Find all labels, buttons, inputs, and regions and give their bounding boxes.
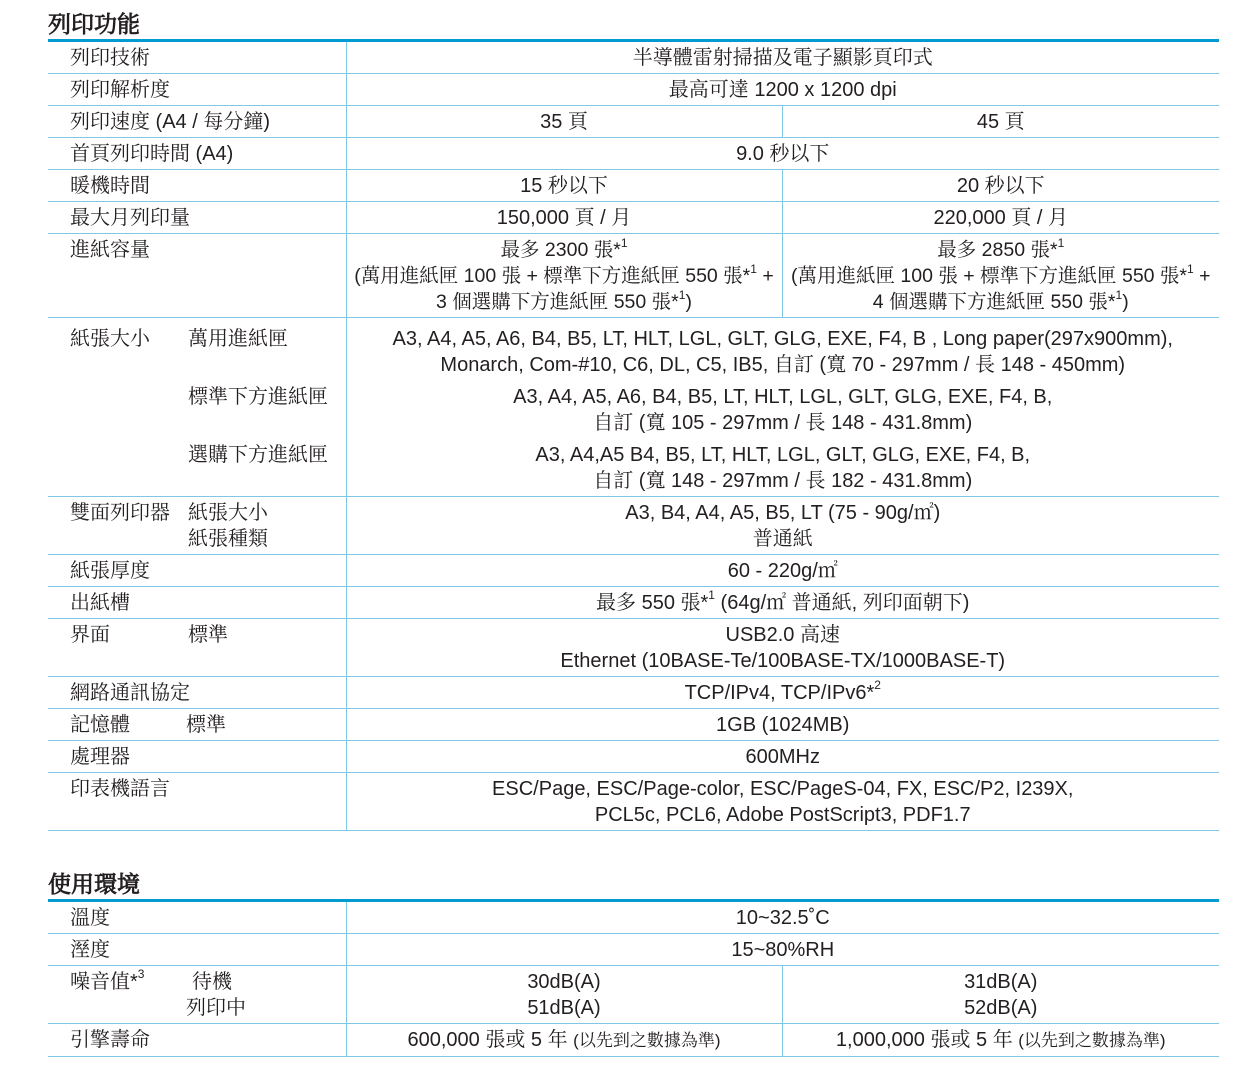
label-interface [48, 619, 346, 677]
value-warmup-b: 20 秒以下 [782, 170, 1219, 202]
row-monthly [48, 202, 1219, 234]
row-output [48, 587, 1219, 619]
label-memory [48, 709, 346, 741]
print-spec-table [48, 42, 1219, 831]
mp-tray-label: 萬用進紙匣 [188, 328, 288, 350]
row-noise [48, 966, 1219, 1024]
duplex-size-value: A3, B4, A4, A5, B5, LT (75 - 90g/㎡) [625, 502, 941, 524]
label-output: 出紙槽 [48, 587, 346, 619]
value-temp: 10~32.5˚C [346, 902, 1219, 934]
value-protocol [346, 677, 1219, 709]
value-print-tech: 半導體雷射掃描及電子顯影頁印式 [346, 42, 1219, 74]
noise-a-printing: 51dB(A) [527, 997, 601, 1019]
opt-tray-label: 選購下方進紙匣 [188, 444, 328, 466]
value-memory: 1GB (1024MB) [346, 709, 1219, 741]
engine-a-value: 600,000 張或 5 年 [407, 1029, 574, 1051]
noise-printing-label: 列印中 [186, 997, 246, 1019]
engine-b-value: 1,000,000 張或 5 年 [835, 1029, 1019, 1051]
duplex-size-label: 紙張大小 [188, 502, 268, 524]
capacity-a-line3: 3 個選購下方進紙匣 550 張* [436, 291, 679, 313]
label-speed: 列印速度 (A4 / 每分鐘) [48, 106, 346, 138]
note-ref: 1 [708, 588, 715, 603]
label-language: 印表機語言 [48, 773, 346, 831]
capacity-b-line3: 4 個選購下方進紙匣 550 張* [872, 291, 1116, 313]
note-ref: 3 [137, 967, 145, 982]
value-warmup-a: 15 秒以下 [346, 170, 782, 202]
row-warmup [48, 170, 1219, 202]
interface-line2: Ethernet (10BASE-Te/100BASE-TX/1000BASE-T) [560, 650, 1006, 672]
value-engine-b [782, 1024, 1219, 1057]
row-resolution [48, 74, 1219, 106]
std-size-line2: 自訂 (寬 105 - 297mm / 長 148 - 431.8mm) [593, 412, 973, 434]
language-line2: PCL5c, PCL6, Adobe PostScript3, PDF1.7 [594, 804, 971, 826]
interface-line1: USB2.0 高速 [725, 624, 840, 646]
value-monthly-a: 150,000 頁 / 月 [346, 202, 782, 234]
capacity-b-line3-tail: ) [1122, 291, 1129, 313]
value-noise-a [346, 966, 782, 1024]
capacity-b-line1: 最多 2850 張* [937, 239, 1058, 261]
note-ref: 1 [1115, 287, 1123, 302]
capacity-a-line3-tail: ) [685, 291, 692, 313]
value-capacity-b [782, 234, 1219, 318]
row-cpu [48, 741, 1219, 773]
row-first-page [48, 138, 1219, 170]
label-monthly: 最大月列印量 [48, 202, 346, 234]
mp-size-line1: A3, A4, A5, A6, B4, B5, LT, HLT, LGL, GLT, GLG, EXE, F4, B , Long paper(297x900mm), [392, 328, 1173, 350]
row-speed [48, 106, 1219, 138]
value-paper-size [346, 318, 1219, 497]
value-first-page: 9.0 秒以下 [346, 138, 1219, 170]
value-noise-b [782, 966, 1219, 1024]
engine-b-note: (以先到之數據為準) [1018, 1031, 1166, 1050]
label-noise [48, 966, 346, 1024]
noise-b-standby: 31dB(A) [964, 971, 1038, 993]
row-temp [48, 902, 1219, 934]
value-engine-a [346, 1024, 782, 1057]
row-protocol [48, 677, 1219, 709]
row-duplex [48, 497, 1219, 555]
row-thickness [48, 555, 1219, 587]
memory-label: 記憶體 [70, 714, 130, 736]
note-ref: 2 [874, 678, 881, 693]
capacity-a-line2: (萬用進紙匣 100 張 + 標準下方進紙匣 550 張* [354, 265, 751, 287]
paper-size-label: 紙張大小 [70, 328, 150, 350]
value-humidity: 15~80%RH [346, 934, 1219, 966]
label-engine: 引擎壽命 [48, 1024, 346, 1057]
note-ref: 1 [1187, 261, 1194, 276]
label-cpu: 處理器 [48, 741, 346, 773]
label-paper-size [48, 318, 346, 497]
noise-b-printing: 52dB(A) [964, 997, 1038, 1019]
value-speed-b: 45 頁 [782, 106, 1219, 138]
label-humidity: 溼度 [48, 934, 346, 966]
note-ref: 1 [620, 235, 628, 250]
memory-sub-label: 標準 [186, 714, 226, 736]
output-value-post: (64g/㎡ 普通紙, 列印面朝下) [714, 592, 970, 614]
noise-standby-label: 待機 [192, 971, 232, 993]
label-protocol: 網路通訊協定 [48, 677, 346, 709]
value-interface [346, 619, 1219, 677]
mp-size-line2: Monarch, Com-#10, C6, DL, C5, IB5, 自訂 (寬 70 - 297mm / 長 148 - 450mm) [440, 354, 1126, 376]
value-speed-a: 35 頁 [346, 106, 782, 138]
value-output [346, 587, 1219, 619]
label-temp: 溫度 [48, 902, 346, 934]
note-ref: 1 [1057, 235, 1065, 250]
value-duplex [346, 497, 1219, 555]
interface-label: 界面 [70, 624, 110, 646]
row-memory [48, 709, 1219, 741]
row-interface [48, 619, 1219, 677]
row-paper-size [48, 318, 1219, 497]
value-thickness: 60 - 220g/㎡ [346, 555, 1219, 587]
opt-size-line1: A3, A4,A5 B4, B5, LT, HLT, LGL, GLT, GLG, EXE, F4, B, [535, 444, 1031, 466]
row-humidity [48, 934, 1219, 966]
env-spec-table [48, 902, 1219, 1057]
duplex-type-label: 紙張種類 [188, 528, 268, 550]
label-warmup: 暖機時間 [48, 170, 346, 202]
row-capacity [48, 234, 1219, 318]
duplex-label: 雙面列印器 [70, 502, 170, 524]
protocol-value: TCP/IPv4, TCP/IPv6* [684, 682, 875, 704]
row-print-tech [48, 42, 1219, 74]
capacity-b-line2: (萬用進紙匣 100 張 + 標準下方進紙匣 550 張* [790, 265, 1188, 287]
capacity-a-line2-tail: + [756, 265, 774, 287]
noise-label: 噪音值* [70, 971, 138, 993]
row-engine [48, 1024, 1219, 1057]
value-monthly-b: 220,000 頁 / 月 [782, 202, 1219, 234]
opt-size-line2: 自訂 (寬 148 - 297mm / 長 182 - 431.8mm) [593, 470, 973, 492]
value-resolution: 最高可達 1200 x 1200 dpi [346, 74, 1219, 106]
capacity-b-line2-tail: + [1193, 265, 1211, 287]
value-capacity-a [346, 234, 782, 318]
label-first-page: 首頁列印時間 (A4) [48, 138, 346, 170]
std-tray-label: 標準下方進紙匣 [188, 386, 328, 408]
value-language [346, 773, 1219, 831]
label-print-tech: 列印技術 [48, 42, 346, 74]
capacity-a-line1: 最多 2300 張* [500, 239, 621, 261]
interface-sub-label: 標準 [188, 624, 228, 646]
section-title-print: 列印功能 [48, 11, 140, 37]
output-value-pre: 最多 550 張* [596, 592, 709, 614]
std-size-line1: A3, A4, A5, A6, B4, B5, LT, HLT, LGL, GLT, GLG, EXE, F4, B, [513, 386, 1053, 408]
label-resolution: 列印解析度 [48, 74, 346, 106]
engine-a-note: (以先到之數據為準) [573, 1031, 721, 1050]
note-ref: 1 [678, 287, 686, 302]
section-title-env: 使用環境 [48, 871, 140, 897]
value-cpu: 600MHz [346, 741, 1219, 773]
label-duplex [48, 497, 346, 555]
duplex-type-value: 普通紙 [752, 528, 813, 550]
note-ref: 1 [750, 261, 757, 276]
label-capacity: 進紙容量 [48, 234, 346, 318]
noise-a-standby: 30dB(A) [527, 971, 601, 993]
language-line1: ESC/Page, ESC/Page-color, ESC/PageS-04, FX, ESC/P2, I239X, [492, 778, 1074, 800]
row-language [48, 773, 1219, 831]
label-thickness: 紙張厚度 [48, 555, 346, 587]
